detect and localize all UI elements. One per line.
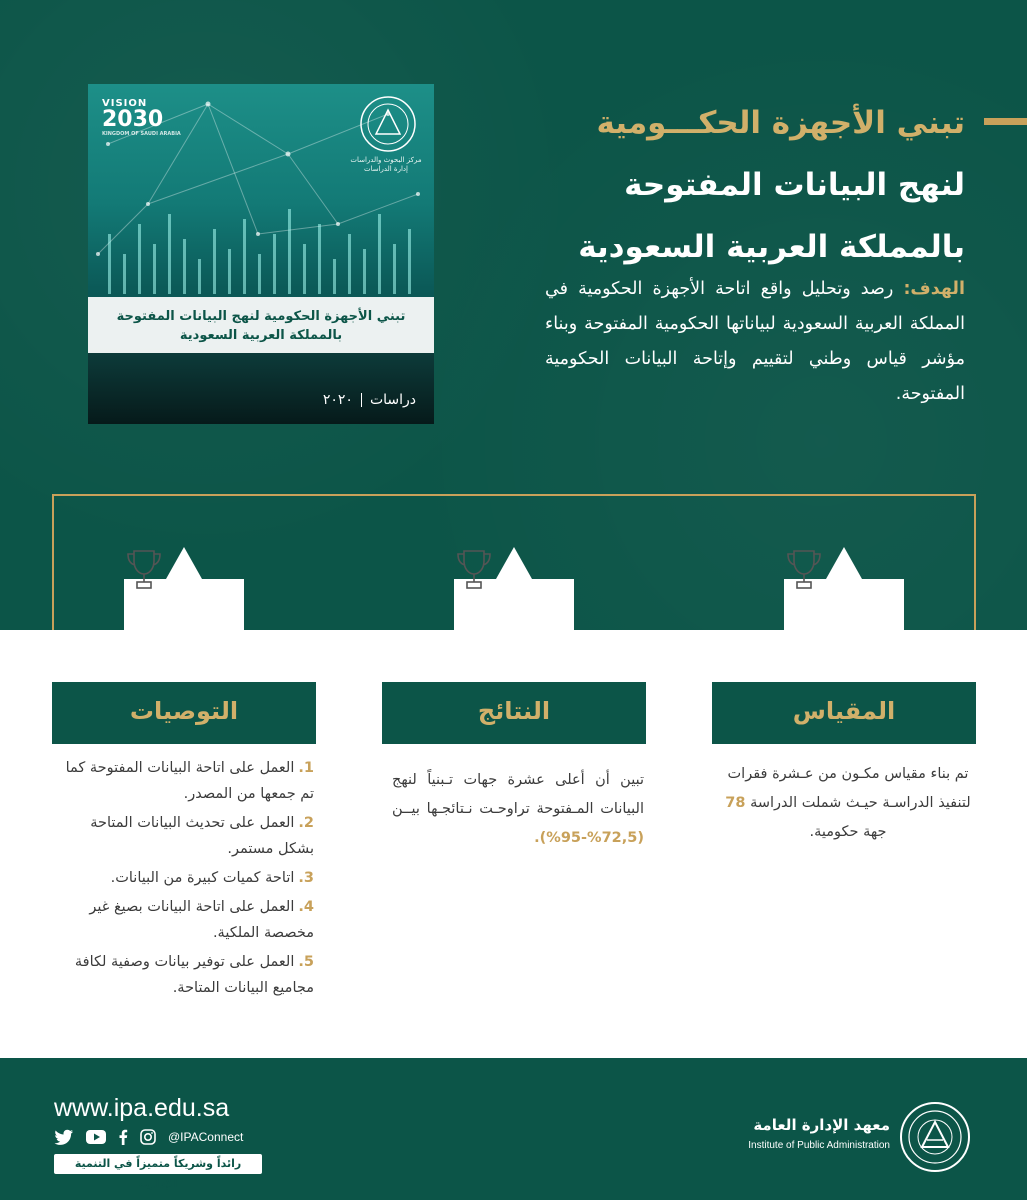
- twitter-icon[interactable]: [54, 1129, 74, 1145]
- instagram-icon[interactable]: [140, 1129, 156, 1145]
- social-handle[interactable]: @IPAConnect: [168, 1130, 244, 1144]
- org-name-arabic: معهد الإدارة العامة: [753, 1116, 890, 1134]
- list-item: 3.اتاحة كميات كبيرة من البيانات.: [110, 870, 314, 886]
- cover-bottom: [88, 353, 434, 424]
- gold-frame-right: [974, 494, 976, 630]
- ipa-logo-icon: [898, 1100, 972, 1174]
- goal-paragraph: [545, 272, 965, 412]
- facebook-icon[interactable]: [118, 1129, 128, 1145]
- list-item: 4.العمل على اتاحة البيانات بصيغ غير مخصصة الملكية.: [89, 899, 314, 941]
- ipa-seal-icon: [358, 94, 418, 154]
- tab-results: [454, 547, 574, 672]
- social-links: [54, 1128, 243, 1146]
- org-name-english: Institute of Public Administration: [748, 1140, 890, 1151]
- vision-2030-logo: VISION 2030 KINGDOM OF SAUDI ARABIA: [102, 98, 181, 137]
- results-text: تبين أن أعلى عشرة جهات تـبنياً لنهج البيانات المـفتوحة تراوحـت نـتائجـها بيــن (72,5%-95%).: [392, 772, 644, 846]
- cover-title-band: تبني الأجهزة الحكومية لنهج البيانات المفتوحة بالمملكة العربية السعودية: [88, 297, 434, 353]
- page-title: تبني الأجهزة الحكـــومية لنهج البيانات المفتوحة بالمملكة العربية السعودية: [578, 105, 965, 265]
- trophy-icon: [784, 547, 824, 591]
- results-range: (72,5%-95%).: [534, 830, 644, 846]
- title-accent-line: [984, 118, 1027, 125]
- cover-brand: دراسات٢٠٢٠: [322, 392, 416, 408]
- metric-count: 78: [725, 795, 746, 811]
- website-link[interactable]: www.ipa.edu.sa: [54, 1094, 230, 1122]
- seal-caption: مركز البحوث والدراسات إدارة الدراسات: [350, 156, 422, 173]
- results-header: النتائج: [382, 682, 646, 744]
- list-item: 2.العمل على تحديث البيانات المتاحة بشكل مستمر.: [90, 815, 314, 857]
- recommendations-list: [62, 755, 314, 1001]
- list-item: 1.العمل على اتاحة البيانات المفتوحة كما تم جمعها من المصدر.: [65, 760, 314, 802]
- metric-header: المقياس: [712, 682, 976, 744]
- trophy-icon: [124, 547, 164, 591]
- list-item: 5.العمل على توفير بيانات وصفية لكافة مجاميع البيانات المتاحة.: [74, 954, 314, 996]
- metric-text: تم بناء مقياس مكـون من عـشرة فقرات لتنفيذ الدراسـة حيـث شملت الدراسة 78 جهة حكومية.: [725, 766, 971, 840]
- goal-text: رصد وتحليل واقع اتاحة الأجهزة الحكومية في المملكة العربية السعودية لبياناتها الحكومية المفتوحة وبناء مؤشر قياس وطني لتقييم وإتاحة البيانات الحكومية المفتوحة.: [545, 279, 965, 404]
- tab-recommendations: [124, 547, 244, 672]
- gold-frame-left: [52, 494, 54, 630]
- tab-metric: [784, 547, 904, 672]
- recommendations-header: التوصيات: [52, 682, 316, 744]
- goal-label: الهدف:: [903, 279, 965, 299]
- youtube-icon[interactable]: [86, 1130, 106, 1144]
- gold-frame-top: [52, 494, 976, 512]
- study-cover-image: [88, 84, 434, 424]
- slogan-badge: رائداً وشريكاً متميزاً في التنمية الإدارية: [54, 1154, 262, 1174]
- trophy-icon: [454, 547, 494, 591]
